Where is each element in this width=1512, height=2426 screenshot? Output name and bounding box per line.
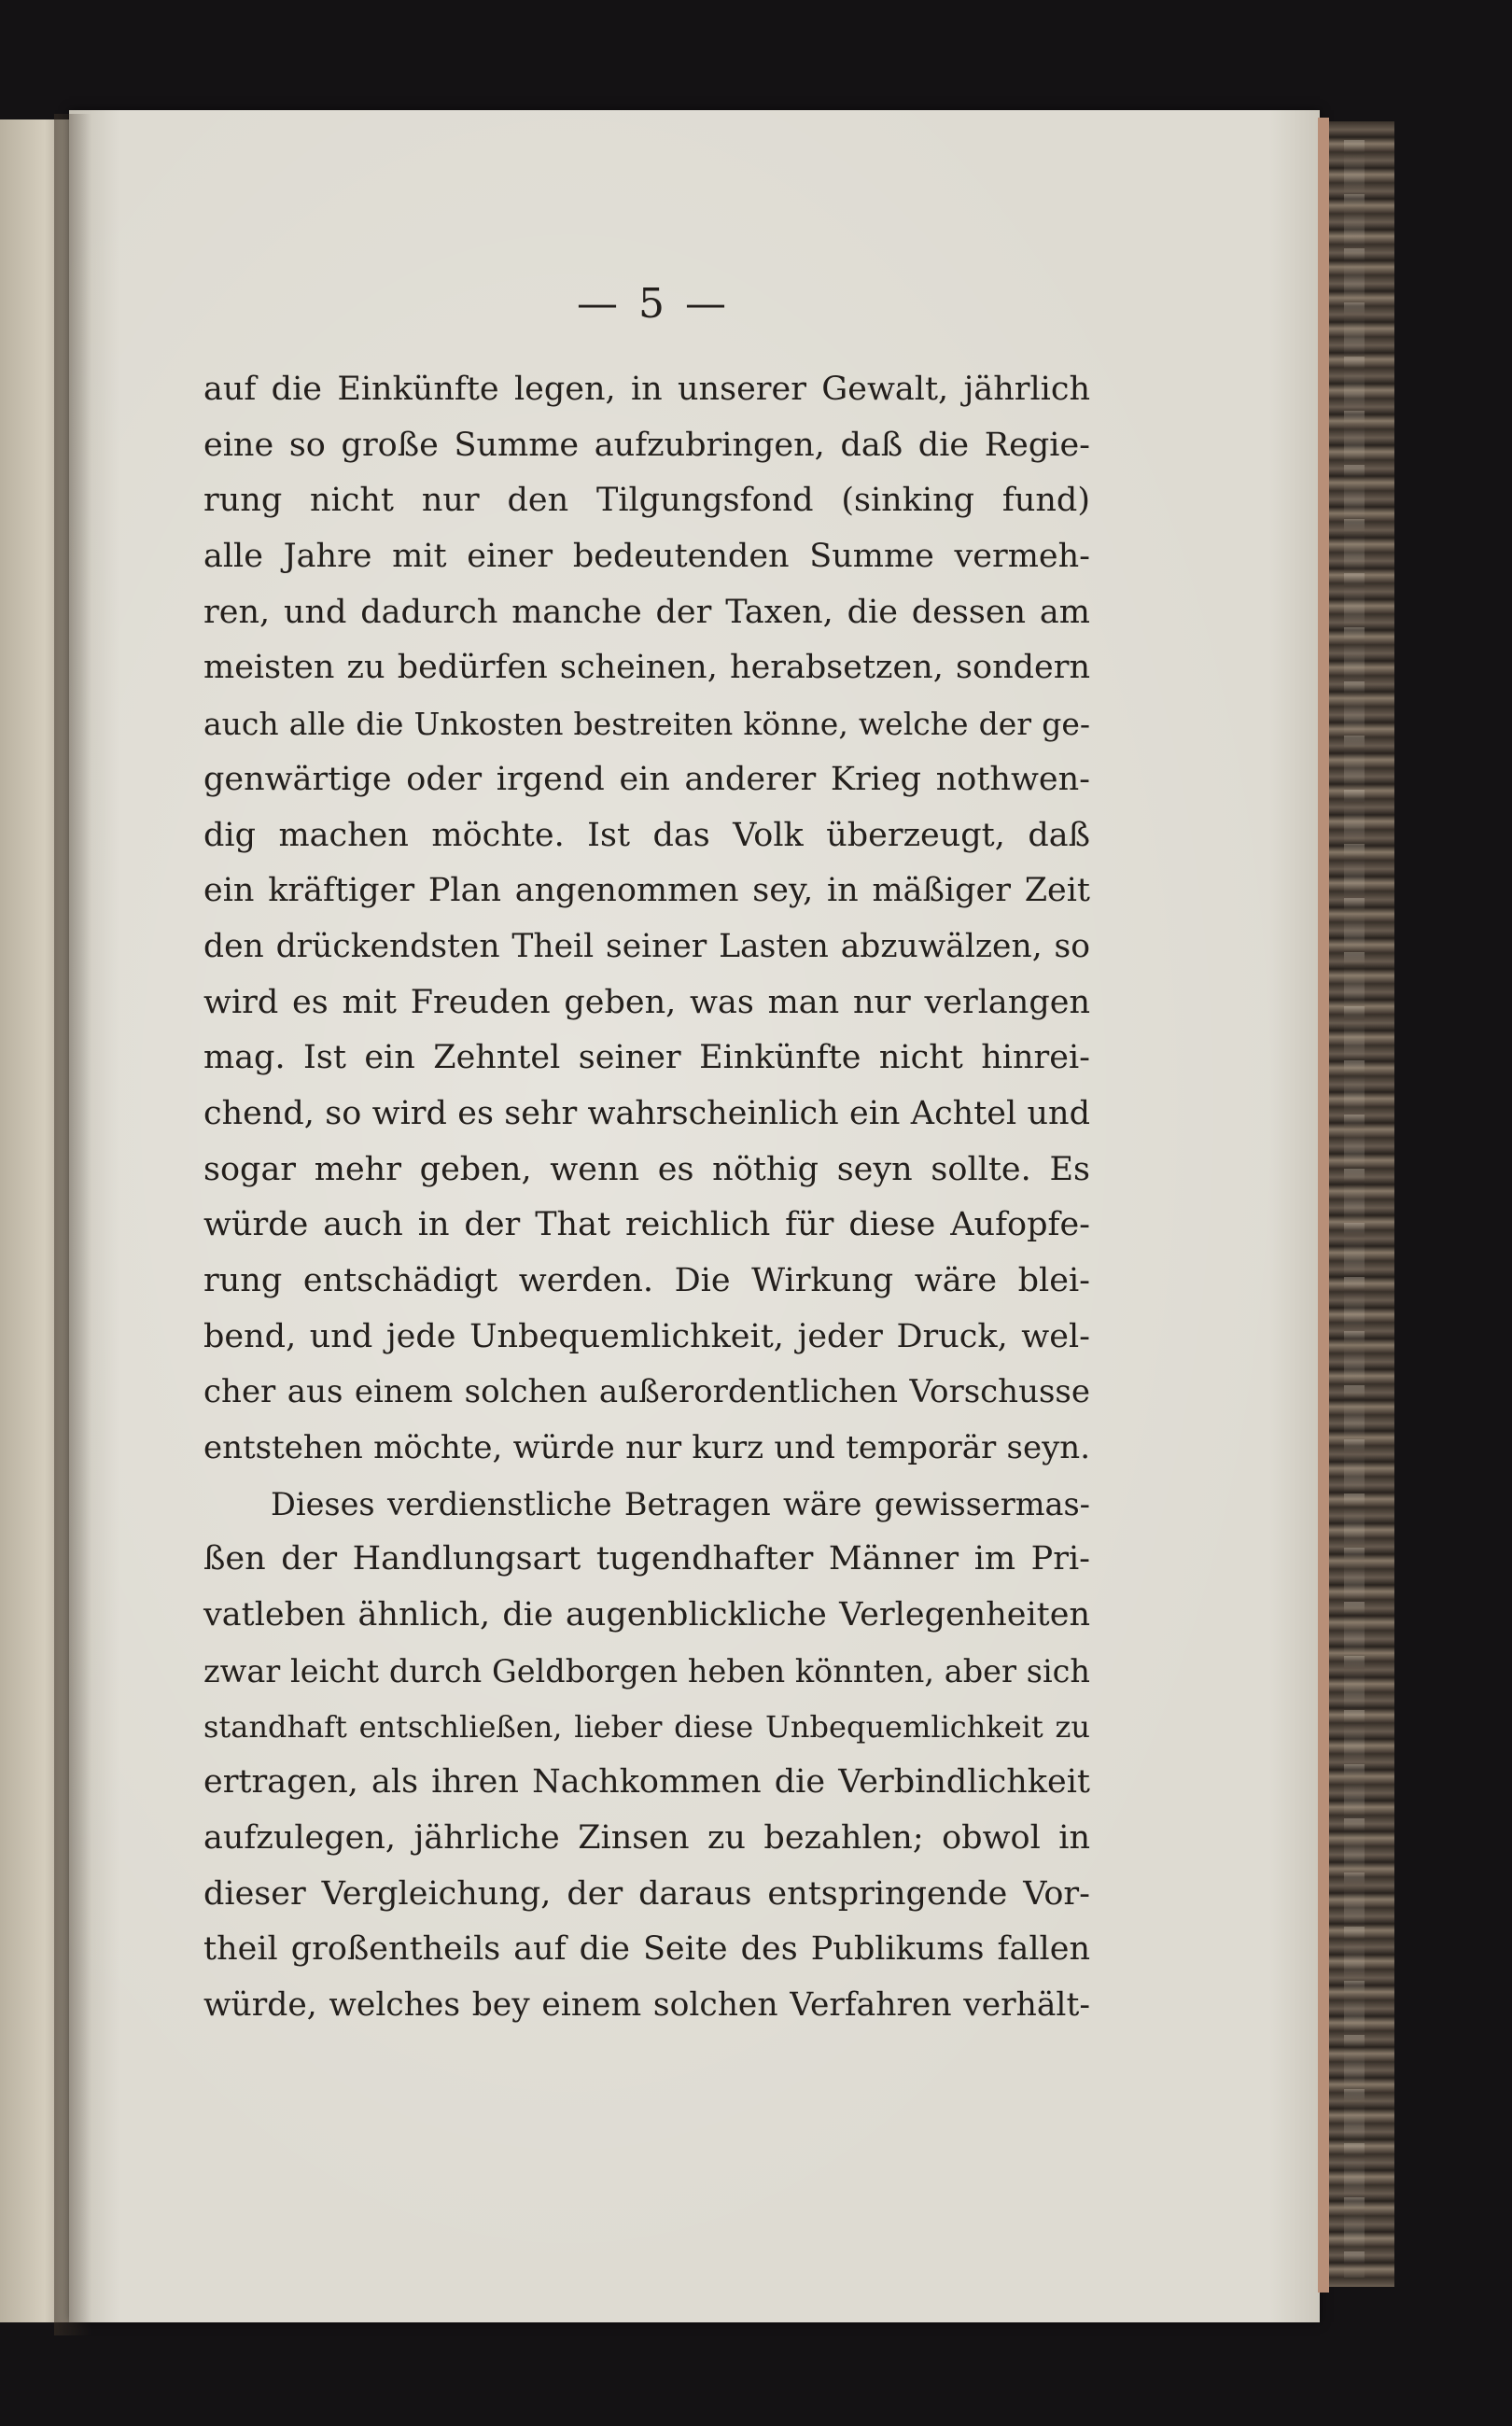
text-line: entstehen möchte, würde nur kurz und temporär seyn. bbox=[203, 1429, 1090, 1467]
body-text bbox=[203, 362, 1090, 2034]
text-line: würde auch in der That reichlich für diese Aufopfe- bbox=[203, 1206, 1090, 1244]
text-line: rung entschädigt werden. Die Wirkung wäre blei- bbox=[203, 1262, 1090, 1299]
gutter-shadow bbox=[54, 114, 91, 2335]
page-number: — 5 — bbox=[577, 280, 730, 328]
text-line: dieser Vergleichung, der daraus entspringende Vor- bbox=[203, 1874, 1090, 1913]
text-line: ren, und dadurch manche der Taxen, die dessen am bbox=[203, 593, 1090, 631]
text-line: auf die Einkünfte legen, in unserer Gewalt, jährlich bbox=[203, 371, 1090, 408]
text-line: ertragen, als ihren Nachkommen die Verbindlichkeit bbox=[203, 1763, 1090, 1802]
text-line: rung nicht nur den Tilgungsfond (sinking fund) bbox=[203, 482, 1090, 520]
page-edge bbox=[1318, 118, 1329, 2293]
text-line: wird es mit Freuden geben, was man nur verlangen bbox=[203, 983, 1090, 1021]
text-line: vatleben ähnlich, die augenblickliche Verlegenheiten bbox=[203, 1596, 1090, 1634]
text-line: mag. Ist ein Zehntel seiner Einkünfte nicht hinrei- bbox=[203, 1039, 1090, 1077]
text-line: auch alle die Unkosten bestreiten könne, welche der ge- bbox=[203, 706, 1090, 743]
text-line: eine so große Summe aufzubringen, daß die Regie- bbox=[203, 426, 1090, 464]
text-line: sogar mehr geben, wenn es nöthig seyn sollte. Es bbox=[203, 1150, 1090, 1188]
text-line: dig machen möchte. Ist das Volk überzeugt, daß bbox=[203, 816, 1090, 854]
fore-edge-texture bbox=[1344, 140, 1365, 2278]
text-line: standhaft entschließen, lieber diese Unbequemlichkeit zu bbox=[203, 1708, 1090, 1745]
text-line: theil großentheils auf die Seite des Publikums fallen bbox=[203, 1930, 1090, 1969]
text-line: aufzulegen, jährliche Zinsen zu bezahlen; obwol in bbox=[203, 1818, 1090, 1857]
text-line: meisten zu bedürfen scheinen, herabsetzen, sondern bbox=[203, 649, 1090, 687]
paragraph-first-line: Dieses verdienstliche Betragen wäre gewissermas- bbox=[271, 1485, 1090, 1522]
text-line: würde, welches bey einem solchen Verfahren verhält- bbox=[203, 1985, 1090, 2024]
text-line: alle Jahre mit einer bedeutenden Summe vermeh- bbox=[203, 538, 1090, 576]
text-line: zwar leicht durch Geldborgen heben könnten, aber sich bbox=[203, 1652, 1090, 1690]
text-line: ßen der Handlungsart tugendhafter Männer im Pri- bbox=[203, 1540, 1090, 1578]
text-line: ein kräftiger Plan angenommen sey, in mäßiger Zeit bbox=[203, 872, 1090, 910]
text-line: den drückendsten Theil seiner Lasten abzuwälzen, so bbox=[203, 927, 1090, 965]
text-line: chend, so wird es sehr wahrscheinlich ein Achtel und bbox=[203, 1094, 1090, 1132]
text-line: genwärtige oder irgend ein anderer Krieg nothwen- bbox=[203, 760, 1090, 798]
text-line: bend, und jede Unbequemlichkeit, jeder Druck, wel- bbox=[203, 1317, 1090, 1355]
text-line: cher aus einem solchen außerordentlichen Vorschusse bbox=[203, 1373, 1090, 1411]
